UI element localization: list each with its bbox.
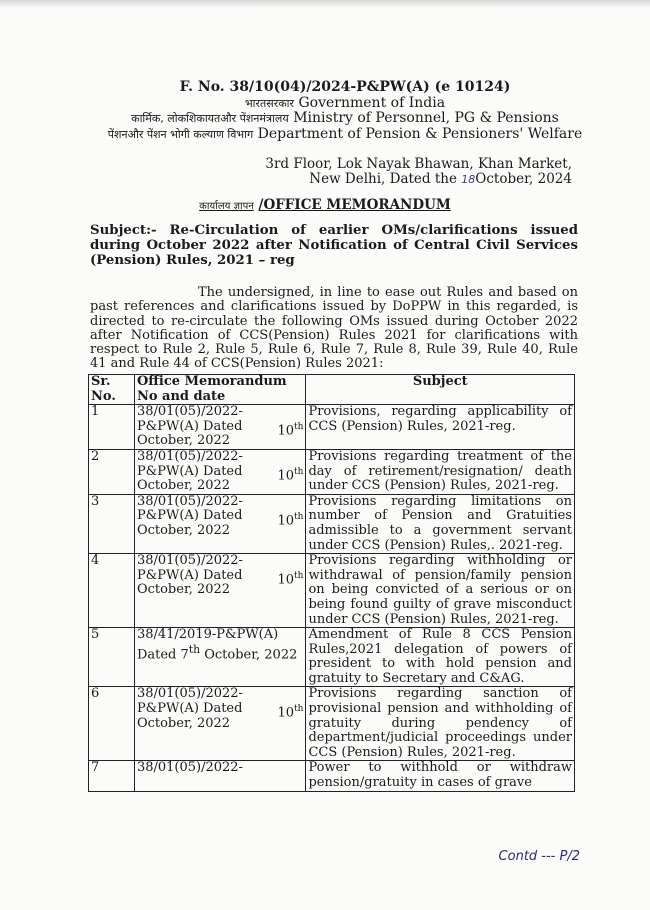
om-month-year: October, 2022: [136, 582, 231, 598]
table-row: [89, 449, 575, 494]
cell-sr-no: 5: [89, 628, 135, 687]
table-row: [89, 405, 575, 450]
cell-om-no-date: [134, 405, 306, 450]
address-line-1: 3rd Floor, Lok Nayak Bhawan, Khan Market,: [265, 156, 572, 172]
cell-sr-no: 3: [89, 494, 135, 553]
om-number: 38/41/2019-P&PW(A): [136, 627, 279, 643]
memo-title: [0, 197, 650, 213]
om-number: 38/01(05)/2022-: [136, 404, 243, 420]
table-header-row: [89, 375, 575, 405]
cell-sr-no: 1: [89, 405, 135, 450]
om-day: [277, 420, 303, 439]
cell-sr-no: 7: [89, 761, 135, 791]
om-dated-label: P&PW(A) Dated: [136, 418, 243, 434]
cell-subject: Provisions regarding treatment of the day of retirement/resignation/ death under CCS (Pension) Rules, 2021-reg.: [306, 449, 575, 494]
om-dated-line: [137, 643, 304, 663]
om-table: [88, 374, 575, 792]
cell-om-no-date: [134, 628, 306, 687]
cell-om-no-date: [134, 687, 306, 761]
dated-suffix: October, 2024: [475, 171, 572, 187]
cell-om-no-date: [134, 449, 306, 494]
memo-title-english: /OFFICE MEMORANDUM: [258, 197, 451, 213]
cell-subject: Provisions regarding limitations on number of Pension and Gratuities admissible to a government servant under CCS (Pension) Rules,. 2021-reg.: [306, 494, 575, 553]
om-month-year: October, 2022: [200, 647, 298, 663]
table-row: [89, 494, 575, 553]
cell-sr-no: 6: [89, 687, 135, 761]
om-day-number: 10: [277, 705, 295, 721]
om-number: 38/01(05)/2022-: [136, 760, 243, 776]
table-row: [89, 761, 575, 791]
department-english: Department of Pension & Pensioners' Welfare: [257, 126, 583, 142]
department-line: [80, 125, 610, 144]
om-day: [277, 510, 303, 529]
om-dated-label: P&PW(A) Dated: [136, 463, 243, 479]
memo-title-hindi: कार्यालय ज्ञापन: [199, 201, 254, 212]
header-sr-no: Sr. No.: [89, 375, 135, 405]
cell-subject: Power to withhold or withdraw pension/gratuity in cases of grave: [306, 761, 575, 791]
table-row: [89, 628, 575, 687]
om-number: 38/01(05)/2022-: [136, 686, 243, 702]
body-paragraph: The undersigned, in line to ease out Rules and based on past references and clarifications issued by DoPPW in this regarded, is directed to re-circulate the following OMs issued during October 2022 after Notification of CCS(Pension) Rules 2021 for clarifications with respect to Rule 2, Rule 5, Rule 6, Rule 7, Rule 8, Rule 39, Rule 40, Rule 41 and Rule 44 of CCS(Pension) Rules 2021:: [90, 285, 578, 372]
om-day-number: 10: [277, 423, 295, 439]
om-dated-label: Dated 7: [136, 647, 189, 663]
cell-subject: Provisions, regarding applicability of CCS (Pension) Rules, 2021-reg.: [306, 405, 575, 450]
om-dated-label: P&PW(A) Dated: [136, 508, 243, 524]
om-day: [277, 569, 303, 588]
cell-subject: Provisions regarding withholding or withdrawal of pension/family pension on being convicted of a serious or on being found guilty of grave misconduct under CCS (Pension) Rules, 2021-reg.: [306, 554, 575, 628]
cell-subject: Provisions regarding sanction of provisional pension and withholding of gratuity during pendency of department/judicial proceedings under CCS (Pension) Rules, 2021-reg.: [306, 687, 575, 761]
om-number: 38/01(05)/2022-: [136, 493, 243, 509]
cell-subject: Amendment of Rule 8 CCS Pension Rules,2021 delegation of powers of president to with hold pension and gratuity to Secretary and C&AG.: [306, 628, 575, 687]
cell-om-no-date: [134, 494, 306, 553]
om-dated-label: P&PW(A) Dated: [136, 567, 243, 583]
cell-sr-no: 2: [89, 449, 135, 494]
om-month-year: October, 2022: [136, 433, 231, 449]
cell-om-no-date: [134, 554, 306, 628]
header-subject: Subject: [306, 375, 575, 405]
om-month-year: October, 2022: [136, 478, 231, 494]
ministry-english: Ministry of Personnel, PG & Pensions: [293, 110, 559, 126]
header-om-no-date: Office Memorandum No and date: [134, 375, 306, 405]
handwritten-date: 18: [461, 173, 476, 186]
om-dated-label: P&PW(A) Dated: [136, 701, 243, 717]
table-row: [89, 554, 575, 628]
subject-line: Subject:- Re-Circulation of earlier OMs/clarifications issued during October 2022 after Notification of Central Civil Services (Pension) Rules, 2021 – reg: [90, 223, 578, 268]
government-english: Government of India: [298, 95, 446, 111]
scan-edge: [0, 0, 650, 8]
om-month-year: October, 2022: [136, 715, 231, 731]
om-day-suffix: th: [294, 704, 304, 715]
om-day-number: 10: [277, 468, 295, 484]
ministry-hindi: कार्मिक, लोकशिकायतऔर पेंशनमंत्रालय: [131, 112, 289, 125]
om-day-suffix: th: [294, 422, 304, 433]
om-day-number: 10: [277, 572, 295, 588]
om-number: 38/01(05)/2022-: [136, 448, 243, 464]
om-day-suffix: th: [188, 642, 201, 656]
dated-prefix: New Delhi, Dated the: [309, 171, 457, 187]
department-hindi: पेंशनऔर पेंशन भोगी कल्याण विभाग: [107, 128, 254, 141]
table-row: [89, 687, 575, 761]
government-hindi: भारतसरकार: [244, 97, 295, 110]
file-number: F. No. 38/10(04)/2024-P&PW(A) (e 10124): [179, 79, 511, 95]
om-month-year: October, 2022: [136, 522, 231, 538]
om-number: 38/01(05)/2022-: [136, 553, 243, 569]
cell-sr-no: 4: [89, 554, 135, 628]
cell-om-no-date: [134, 761, 306, 791]
om-day-number: 10: [277, 513, 295, 529]
om-day-suffix: th: [294, 466, 304, 477]
om-day-suffix: th: [294, 511, 304, 522]
address-line-2: [309, 171, 572, 188]
om-day-suffix: th: [294, 571, 304, 582]
om-day: [277, 465, 303, 484]
continued-note: Contd --- P/2: [498, 849, 580, 864]
om-day: [277, 702, 303, 721]
